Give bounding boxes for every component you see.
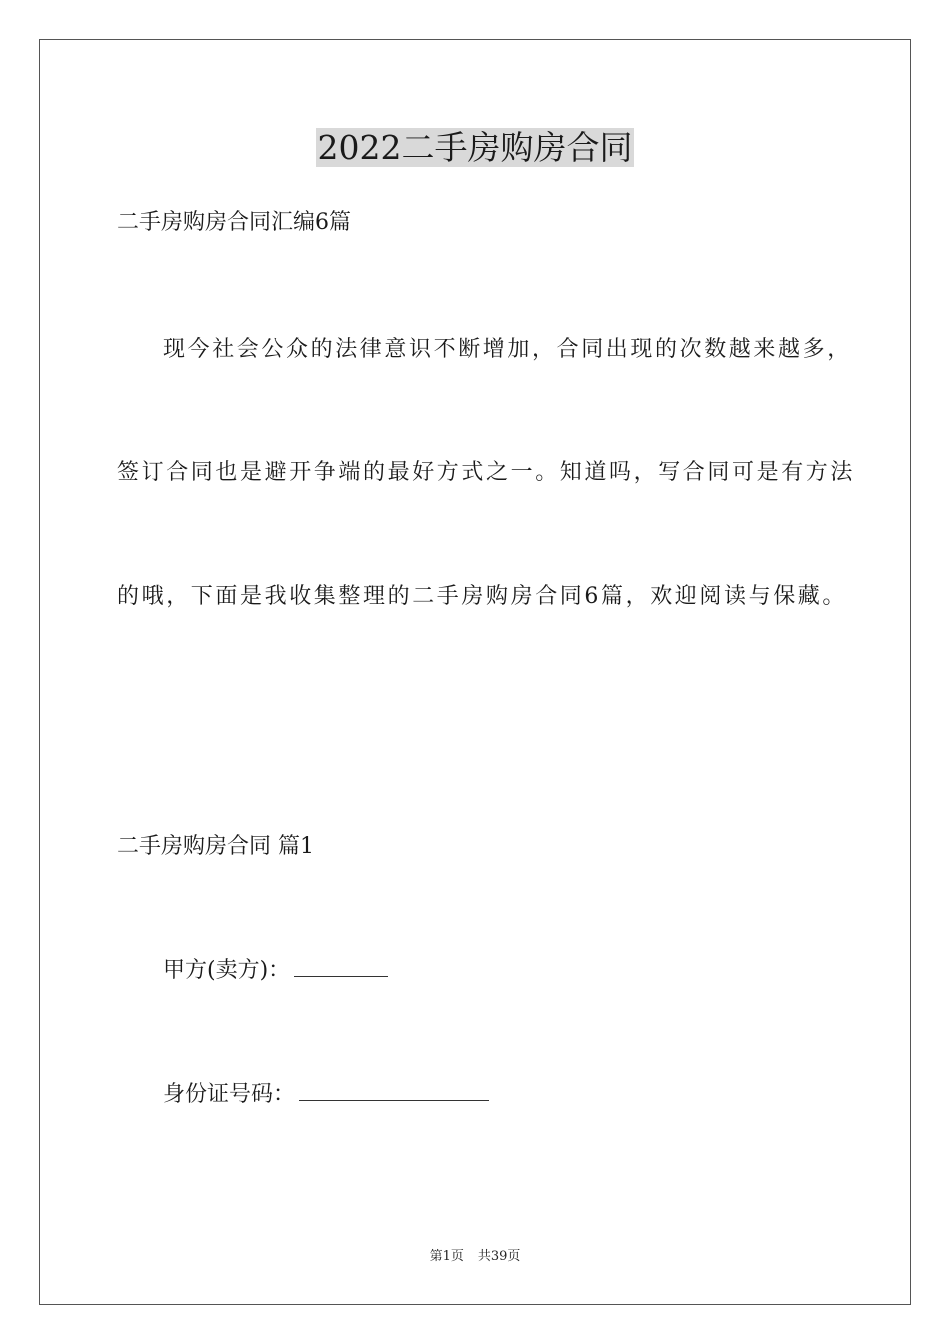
document-title-text: 2022二手房购房合同 [317,128,633,167]
id-number-blank [299,1080,489,1101]
intro-line-1: 现今社会公众的法律意识不断增加，合同出现的次数越来越多， [163,337,852,362]
document-title [0,126,950,170]
page-number-current: 第1页 [429,1249,464,1264]
id-number-label: 身份证号码： [163,1082,296,1107]
page-number-total: 共39页 [477,1249,521,1264]
party-a-blank [294,956,388,977]
intro-line-3: 的哦，下面是我收集整理的二手房购房合同6篇，欢迎阅读与保藏。 [117,584,847,609]
party-a-field [163,956,388,986]
section-heading: 二手房购房合同 篇1 [117,834,314,859]
party-a-label: 甲方(卖方)： [163,958,291,983]
intro-line-2: 签订合同也是避开争端的最好方式之一。知道吗，写合同可是有方法 [117,460,856,485]
id-number-field [163,1080,489,1110]
page-footer [0,1248,950,1266]
document-subtitle: 二手房购房合同汇编6篇 [117,210,351,235]
